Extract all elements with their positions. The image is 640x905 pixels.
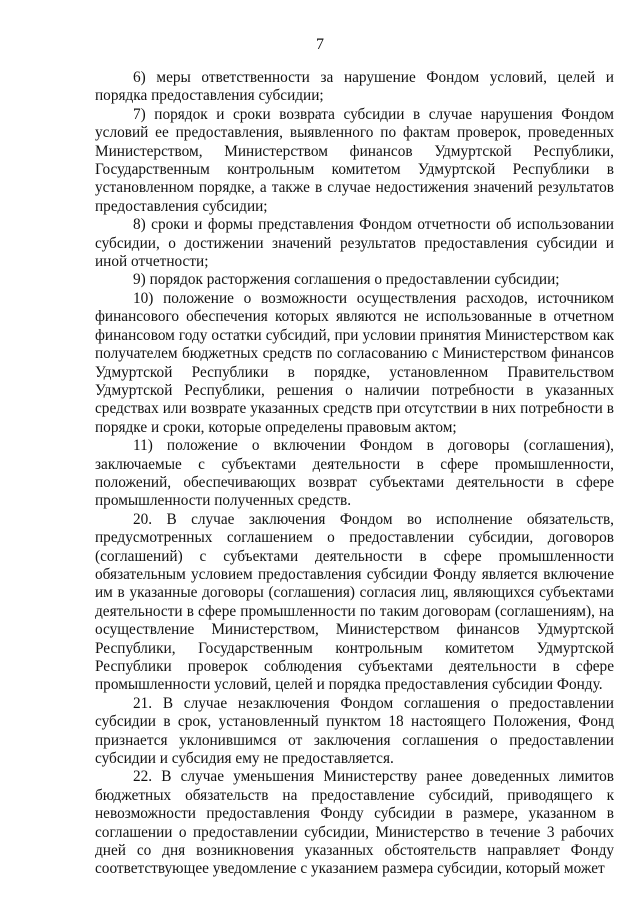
paragraph-clause-20: 20. В случае заключения Фондом во исполнение обязательств, предусмотренных соглашением о предоставлении субсидии, договоров (соглашений) с субъектами деятельности в сфере промышленности обязательным условием предоставления субсидии Фонду является включение им в указанные договоры (соглашения) согласия лиц, являющихся субъектами деятельности в сфере промышленности по таким договорам (соглашениям), на осуществление Министерством, Министерством финансов Удмуртской Республики, Государственным контрольным комитетом Удмуртской Республики проверок соблюдения субъектами деятельности в сфере промышленности условий, целей и порядка предоставления субсидии Фонду. <box>95 510 614 694</box>
paragraph-item-7: 7) порядок и сроки возврата субсидии в случае нарушения Фондом условий ее предоставления, выявленного по фактам проверок, проведенных Министерством, Министерством финансов Удмуртской Республики, Государственным контрольным комитетом Удмуртской Республики в установленном порядке, а также в случае недостижения значений результатов предоставления субсидии; <box>95 105 614 215</box>
paragraph-item-6: 6) меры ответственности за нарушение Фондом условий, целей и порядка предоставления субсидии; <box>95 69 614 105</box>
paragraph-item-11: 11) положение о включении Фондом в договоры (соглашения), заключаемые с субъектами деятельности в сфере промышленности, положений, обеспечивающих возврат субъектами деятельности в сфере промышленности полученных средств. <box>95 437 614 510</box>
page-number: 7 <box>316 36 324 53</box>
paragraph-clause-22: 22. В случае уменьшения Министерству ранее доведенных лимитов бюджетных обязательств на предоставление субсидий, приводящего к невозможности предоставления Фонду субсидии в размере, указанном в соглашении о предоставлении субсидии, Министерство в течение 3 рабочих дней со дня возникновения указанных обстоятельств направляет Фонду соответствующее уведомление с указанием размера субсидии, который может <box>95 768 614 878</box>
paragraph-item-9: 9) порядок расторжения соглашения о предоставлении субсидии; <box>133 271 560 289</box>
paragraph-clause-21: 21. В случае незаключения Фондом соглашения о предоставлении субсидии в срок, установленный пунктом 18 настоящего Положения, Фонд признается уклонившимся от заключения соглашения о предоставлении субсидии и субсидия ему не предоставляется. <box>95 694 614 768</box>
document-body <box>95 69 614 879</box>
paragraph-item-10: 10) положение о возможности осуществления расходов, источником финансового обеспечения которых являются не использованные в отчетном финансовом году остатки субсидий, при условии принятия Министерством как получателем бюджетных средств по согласованию с Министерством финансов Удмуртской Республики в порядке, установленном Правительством Удмуртской Республики, решения о наличии потребности в указанных средствах или возврате указанных средств при отсутствии в них потребности в порядке и сроки, которые определены правовым актом; <box>95 289 614 436</box>
paragraph-item-8: 8) сроки и формы представления Фондом отчетности об использовании субсидии, о достижении значений результатов предоставления субсидии и иной отчетности; <box>95 216 614 271</box>
